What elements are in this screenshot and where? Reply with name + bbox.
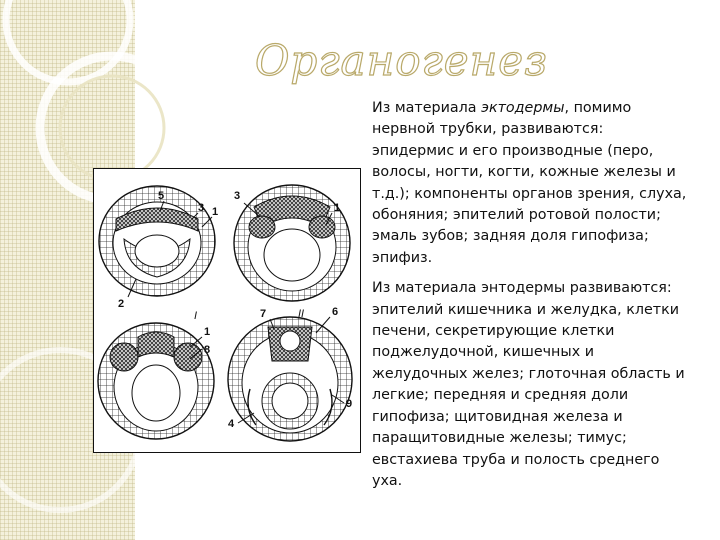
label-2: 2: [118, 298, 125, 310]
label-6: 6: [332, 306, 339, 318]
endoderm-paragraph: [372, 278, 688, 492]
roman-label-2: II: [298, 308, 305, 320]
label-9: 9: [346, 398, 353, 410]
section-4: [228, 317, 352, 441]
endoderm-lead: Из материала энтодермы развиваются:: [372, 280, 672, 297]
endoderm-body: эпителий кишечника и желудка, клетки печени, секретирующие клетки поджелудочной, кишечных и желудочных желез; глоточная область и легкие; передняя и средняя доли гипофиза; щитовидная железа и паращитовидные железы; тимус; евстахиева труба и полость среднего уха.: [372, 301, 685, 489]
label-1-right: 1: [334, 202, 341, 214]
section-3: [98, 323, 214, 439]
roman-label-1: I: [194, 310, 198, 322]
ectoderm-after: , помимо нервной трубки, развиваются: эпидермис и его производные (перо, волосы, ногти, когти, кожные железы и т.д.); компоненты органов зрения, слуха, обоняния; эпителий ротовой полости; эмаль зубов; задняя доля гипофиза; эпифиз.: [372, 100, 687, 266]
label-7: 7: [260, 308, 267, 320]
section-2: [234, 185, 350, 301]
label-1: 1: [212, 206, 219, 218]
embryo-diagram: [93, 168, 361, 453]
label-3-right: 3: [234, 190, 241, 202]
label-8: 8: [204, 344, 211, 356]
label-3: 3: [198, 202, 205, 214]
ectoderm-before: Из материала: [372, 100, 482, 116]
body-text: [372, 98, 688, 501]
label-5: 5: [158, 190, 165, 202]
ectoderm-emphasis: эктодермы: [481, 100, 565, 116]
embryo-sections-svg: [94, 169, 360, 452]
label-4: 4: [228, 418, 235, 430]
label-1-bottom: 1: [204, 326, 211, 338]
ectoderm-paragraph: [372, 98, 688, 269]
slide-title: Органогенез: [255, 36, 549, 85]
